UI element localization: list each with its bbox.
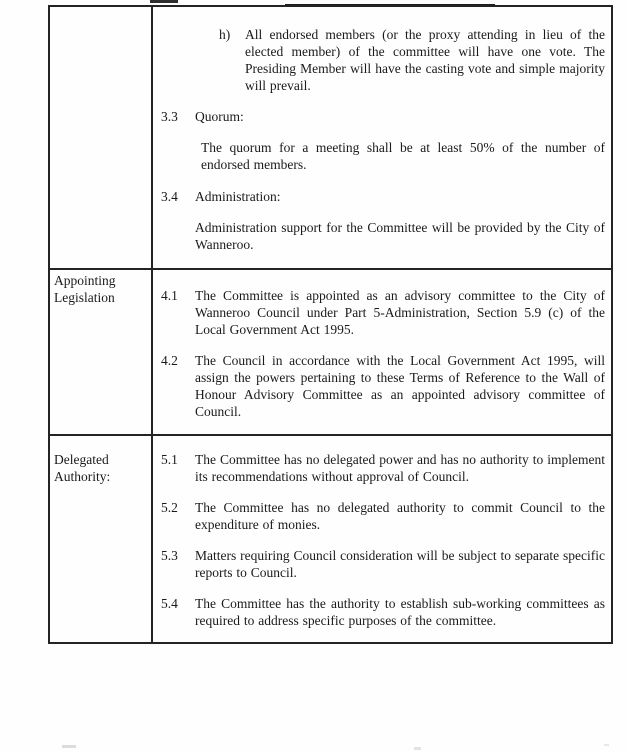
list-item — [219, 26, 605, 94]
list-item — [161, 287, 605, 338]
row-content-cell — [153, 7, 611, 270]
list-item — [161, 595, 605, 629]
item-heading: Quorum: — [195, 109, 244, 124]
item-heading: Administration: — [195, 189, 281, 204]
list-item — [161, 451, 605, 485]
terms-of-reference-table — [48, 5, 613, 644]
item-text: All endorsed members (or the proxy attending in lieu of the elected member) of the committee will have one vote. The Presiding Member will have the casting vote and simple majority will prevail. — [245, 27, 605, 93]
item-number: 4.1 — [161, 288, 178, 303]
item-text: Matters requiring Council consideration will be subject to separate specific reports to Council. — [195, 548, 605, 580]
item-text: The Committee has no delegated power and has no authority to implement its recommendations without approval of Council. — [195, 452, 605, 484]
row-label-cell — [50, 7, 153, 270]
list-item — [161, 188, 605, 205]
row-content-cell — [153, 436, 611, 642]
item-number: 5.1 — [161, 452, 178, 467]
paragraph: Administration support for the Committee will be provided by the City of Wanneroo. — [195, 220, 605, 252]
item-text: The Council in accordance with the Local Government Act 1995, will assign the powers pertaining to these Terms of Reference to the Wall of Honour Advisory Committee as an appointed advisory committee of Council. — [195, 353, 605, 419]
list-item — [161, 352, 605, 420]
list-item — [161, 108, 605, 125]
row-label: Delegated Authority: — [54, 452, 111, 484]
list-item — [161, 547, 605, 581]
paragraph: The quorum for a meeting shall be at least 50% of the number of endorsed members. — [201, 140, 605, 172]
row-label: Appointing Legislation — [54, 273, 116, 305]
item-number: 3.3 — [161, 109, 178, 124]
item-text: The Committee has the authority to establish sub-working committees as required to address specific purposes of the committee. — [195, 596, 605, 628]
scan-artifact — [150, 0, 178, 3]
scan-speck — [604, 744, 609, 746]
item-number: 3.4 — [161, 189, 178, 204]
item-number: 5.2 — [161, 500, 178, 515]
item-letter: h) — [219, 27, 231, 42]
item-number: 4.2 — [161, 353, 178, 368]
list-item — [161, 499, 605, 533]
scan-speck — [62, 745, 76, 748]
row-label-cell — [50, 436, 153, 642]
item-text: The Committee is appointed as an advisory committee to the City of Wanneroo Council under Part 5-Administration, Section 5.9 (c) of the Local Government Act 1995. — [195, 288, 605, 337]
scan-speck — [414, 747, 421, 750]
item-number: 5.4 — [161, 596, 178, 611]
row-content-cell — [153, 270, 611, 436]
item-text: The Committee has no delegated authority to commit Council to the expenditure of monies. — [195, 500, 605, 532]
item-number: 5.3 — [161, 548, 178, 563]
row-label-cell — [50, 270, 153, 436]
